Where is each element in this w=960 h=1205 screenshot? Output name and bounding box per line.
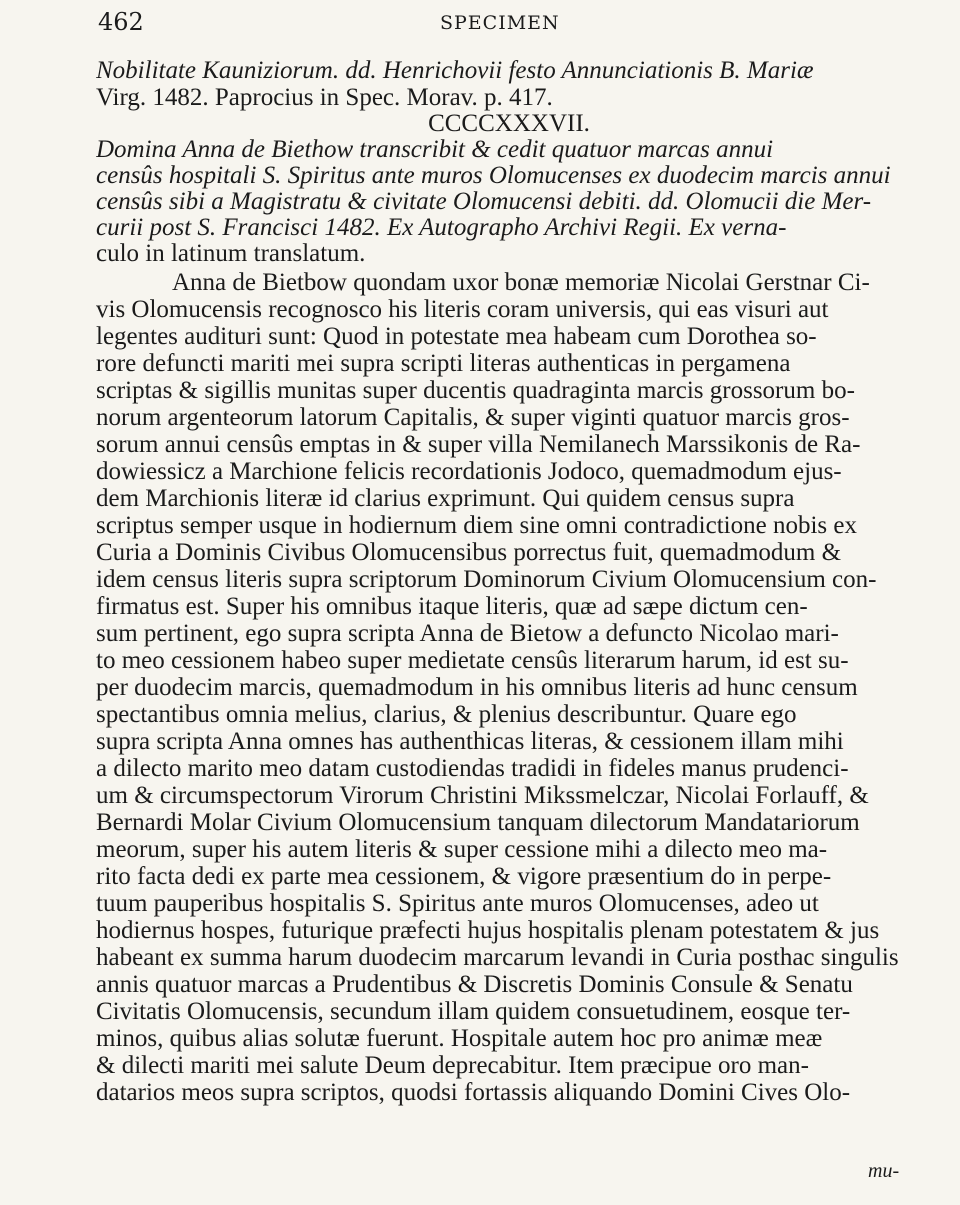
text-line: norum argenteorum latorum Capitalis, & super viginti quatuor marcis gros-	[96, 405, 850, 431]
text-line: vis Olomucensis recognosco his literis coram universis, qui eas visuri aut	[96, 297, 829, 323]
text-line: to meo cessionem habeo super medietate censûs literarum harum, id est su-	[96, 648, 849, 674]
text-line: supra scripta Anna omnes has authenthicas literas, & cessionem illam mihi	[96, 729, 844, 755]
page-header	[0, 4, 960, 44]
text-line: Anna de Bietbow quondam uxor bonæ memoriæ Nicolai Gerstnar Ci-	[172, 270, 870, 296]
text-line: a dilecto marito meo datam custodiendas tradidi in fideles manus prudenci-	[96, 756, 849, 782]
text-line: scriptus semper usque in hodiernum diem sine omni contradictione nobis ex	[96, 513, 857, 539]
text-line: Virg. 1482. Paprocius in Spec. Morav. p. 417.	[96, 85, 553, 111]
text-line: firmatus est. Super his omnibus itaque literis, quæ ad sæpe dictum cen-	[96, 594, 808, 620]
text-line: tuum pauperibus hospitalis S. Spiritus ante muros Olomucenses, adeo ut	[96, 891, 819, 917]
text-line: Civitatis Olomucensis, secundum illam quidem consuetudinem, eosque ter-	[96, 999, 851, 1025]
text-line: sum pertinent, ego supra scripta Anna de Bietow a defuncto Nicolao mari-	[96, 621, 839, 647]
text-line: Nobilitate Kauniziorum. dd. Henrichovii festo Annunciationis B. Mariæ	[96, 58, 814, 84]
text-line: meorum, super his autem literis & super cessione mihi a dilecto meo ma-	[96, 837, 828, 863]
text-line: rito facta dedi ex parte mea cessionem, & vigore præsentium do in perpe-	[96, 864, 832, 890]
regest-line: Domina Anna de Biethow transcribit & cedit quatuor marcas annui	[96, 137, 774, 163]
text-line: spectantibus omnia melius, clarius, & plenius describuntur. Quare ego	[96, 702, 797, 728]
text-line: datarios meos supra scriptos, quodsi fortassis aliquando Domini Cives Olo-	[96, 1080, 851, 1106]
text-line: habeant ex summa harum duodecim marcarum levandi in Curia posthac singulis	[96, 945, 899, 971]
text-line: minos, quibus alias solutæ fuerunt. Hospitale autem hoc pro animæ meæ	[96, 1026, 823, 1052]
text-line: idem census literis supra scriptorum Dominorum Civium Olomucensium con-	[96, 567, 877, 593]
catchword: mu-	[868, 1160, 900, 1182]
page-number: 462	[98, 8, 144, 36]
text-line: rore defuncti mariti mei supra scripti literas authenticas in pergamena	[96, 351, 791, 377]
text-line: Curia a Dominis Civibus Olomucensibus porrectus fuit, quemadmodum &	[96, 540, 842, 566]
text-line: dowiessicz a Marchione felicis recordationis Jodoco, quemadmodum ejus-	[96, 459, 842, 485]
regest-line: curii post S. Francisci 1482. Ex Autographo Archivi Regii. Ex verna-	[96, 215, 787, 241]
regest-line: culo in latinum translatum.	[96, 241, 366, 267]
text-line: per duodecim marcis, quemadmodum in his omnibus literis ad hunc censum	[96, 675, 858, 701]
document-number: CCCCXXXVII.	[428, 111, 590, 137]
running-head: SPECIMEN	[440, 12, 560, 34]
text-line: sorum annui censûs emptas in & super villa Nemilanech Marssikonis de Ra-	[96, 432, 861, 458]
text-line: dem Marchionis literæ id clarius exprimunt. Qui quidem census supra	[96, 486, 795, 512]
regest-line: censûs hospitali S. Spiritus ante muros Olomucenses ex duodecim marcis annui	[96, 163, 891, 189]
text-line: um & circumspectorum Virorum Christini Mikssmelczar, Nicolai Forlauff, &	[96, 783, 869, 809]
text-line: annis quatuor marcas a Prudentibus & Discretis Dominis Consule & Senatu	[96, 972, 853, 998]
text-line: hodiernus hospes, futurique præfecti hujus hospitalis plenam potestatem & jus	[96, 918, 880, 944]
text-line: Bernardi Molar Civium Olomucensium tanquam dilectorum Mandatariorum	[96, 810, 860, 836]
text-line: scriptas & sigillis munitas super ducentis quadraginta marcis grossorum bo-	[96, 378, 855, 404]
text-line: legentes audituri sunt: Quod in potestate mea habeam cum Dorothea so-	[96, 324, 817, 350]
regest-line: censûs sibi a Magistratu & civitate Olomucensi debiti. dd. Olomucii die Mer-	[96, 189, 872, 215]
text-line: & dilecti mariti mei salute Deum deprecabitur. Item præcipue oro man-	[96, 1053, 809, 1079]
